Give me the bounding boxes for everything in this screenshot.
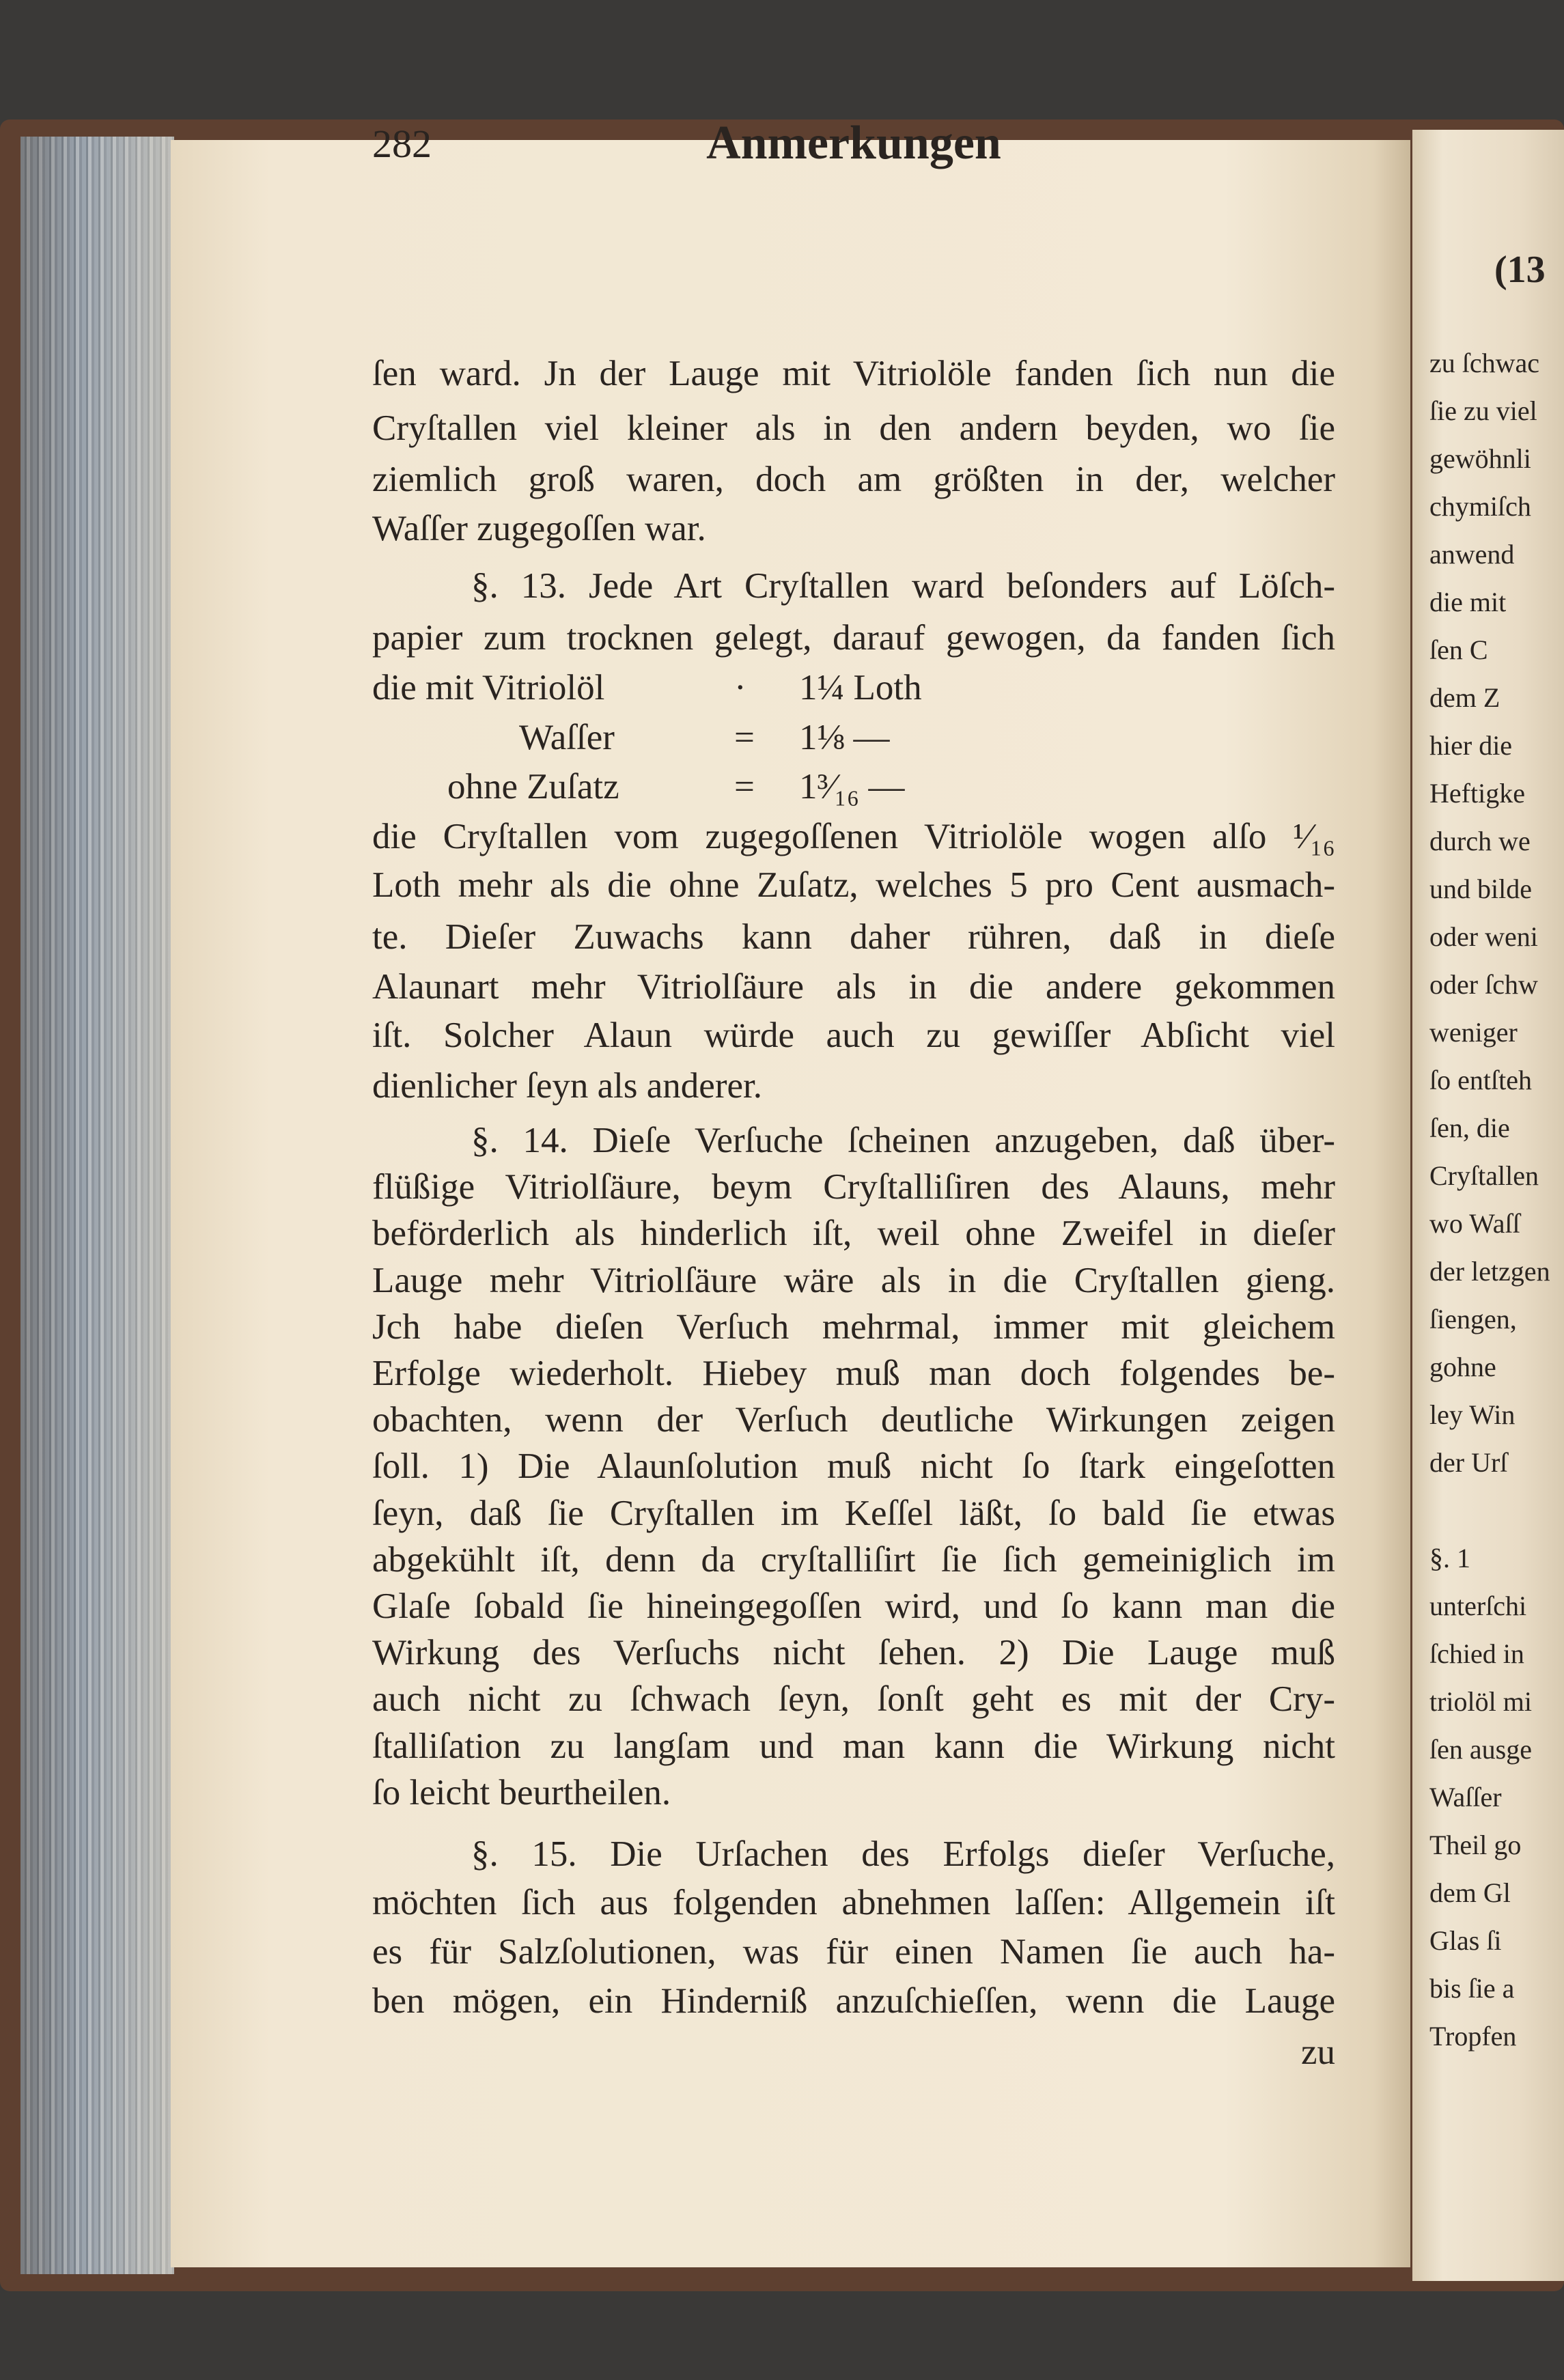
text-line: ſo leicht beurtheilen. [372,1773,671,1812]
table-label: ohne Zuſatz [447,767,619,807]
right-page-line: ſie zu viel [1429,395,1537,426]
right-page-line: Cryſtallen [1429,1160,1539,1191]
right-page-line: dem Z [1429,682,1500,713]
table-value: 1¼ Loth [799,668,922,708]
text-line: ben mögen, ein Hinderniß anzuſchieſſen, wenn die Lauge [372,1981,1335,2021]
right-page-line: unterſchi [1429,1591,1527,1621]
table-value: 1³⁄₁₆ — [799,767,905,807]
right-page-line: und bilde [1429,873,1532,904]
page-edges [20,137,174,2274]
right-page-line: triolöl mi [1429,1686,1532,1717]
page-content [171,0,1540,2380]
right-page-line: oder weni [1429,921,1538,952]
right-page-line: wo Waſſ [1429,1208,1520,1239]
right-page-header: (13 [1494,249,1546,291]
table-mark: = [734,767,755,807]
right-page-line: ley Win [1429,1399,1516,1430]
right-page-line: Waſſer [1429,1782,1502,1812]
section-13-heading-line: §. 13. Jede Art Cryſtallen ward beſonders auf Löſch- [471,566,1335,606]
catchword: zu [1300,2032,1335,2072]
text-line: beförderlich als hinderlich iſt, weil ohne Zweifel in dieſer [372,1214,1335,1253]
text-line: ſoll. 1) Die Alaunſolution muß nicht ſo ſtark eingeſotten [372,1446,1335,1486]
right-page-line: gohne [1429,1352,1496,1382]
text-line: die Cryſtallen vom zugegoſſenen Vitriolöle wogen alſo ¹⁄₁₆ [372,817,1335,856]
right-page-line: gewöhnli [1429,443,1531,474]
text-line: Loth mehr als die ohne Zuſatz, welches 5 pro Cent ausmach- [372,865,1335,905]
text-line: Jch habe dieſen Verſuch mehrmal, immer mit gleichem [372,1307,1335,1347]
running-title: Anmerkungen [706,117,1001,169]
text-line: dienlicher ſeyn als anderer. [372,1066,762,1106]
right-page-line: ſiengen, [1429,1304,1517,1334]
text-line: Alaunart mehr Vitriolſäure als in die andere gekommen [372,967,1335,1007]
text-line: ſeyn, daß ſie Cryſtallen im Keſſel läßt, ſo bald ſie etwas [372,1494,1335,1533]
text-line: Erfolge wiederholt. Hiebey muß man doch folgendes be- [372,1354,1335,1393]
right-page-line: ſo entſteh [1429,1065,1532,1095]
right-page-line: weniger [1429,1017,1518,1048]
right-page-line: ſen C [1429,634,1488,665]
text-line: es für Salzſolutionen, was für einen Namen ſie auch ha- [372,1932,1335,1972]
right-page-line: Heftigke [1429,778,1525,809]
table-label: Waſſer [519,718,615,757]
text-line: obachten, wenn der Verſuch deutliche Wirkungen zeigen [372,1400,1335,1440]
text-line: Waſſer zugegoſſen war. [372,509,706,548]
table-mark: · [734,668,746,708]
right-page-line: ſchied in [1429,1638,1524,1669]
right-page-line: §. 1 [1429,1543,1470,1573]
right-page-line: bis ſie a [1429,1973,1515,2004]
table-mark: = [734,718,755,757]
right-page-line: ſen, die [1429,1112,1510,1143]
text-line: auch nicht zu ſchwach ſeyn, ſonſt geht es mit der Cry- [372,1679,1335,1719]
right-page-line: der Urſ [1429,1447,1508,1478]
text-line: Glaſe ſobald ſie hineingegoſſen wird, und ſo kann man die [372,1586,1335,1626]
text-line: möchten ſich aus folgenden abnehmen laſſen: Allgemein iſt [372,1883,1335,1922]
text-line: ſtalliſation zu langſam und man kann die Wirkung nicht [372,1726,1335,1766]
page-number: 282 [372,122,432,166]
table-label: die mit Vitriolöl [372,668,605,708]
right-page-line: die mit [1429,587,1507,617]
right-page-line: dem Gl [1429,1877,1511,1908]
text-line: Lauge mehr Vitriolſäure wäre als in die Cryſtallen gieng. [372,1261,1335,1300]
section-15-heading-line: §. 15. Die Urſachen des Erfolgs dieſer Verſuche, [471,1834,1335,1874]
right-page-line: anwend [1429,539,1515,570]
right-page-line: der letzgen [1429,1256,1550,1287]
text-line: papier zum trocknen gelegt, darauf gewogen, da fanden ſich [372,618,1335,658]
text-line: iſt. Solcher Alaun würde auch zu gewiſſer Abſicht viel [372,1016,1335,1055]
right-page-line: Glas ſi [1429,1925,1502,1956]
table-value: 1⅛ — [799,718,890,757]
text-line: ſen ward. Jn der Lauge mit Vitriolöle fanden ſich nun die [372,354,1335,393]
right-page-line: hier die [1429,730,1513,761]
right-page-line: Theil go [1429,1830,1522,1860]
text-line: Wirkung des Verſuchs nicht ſehen. 2) Die Lauge muß [372,1633,1335,1672]
text-line: ziemlich groß waren, doch am größten in der, welcher [372,460,1335,499]
text-line: te. Dieſer Zuwachs kann daher rühren, daß in dieſe [372,917,1335,957]
right-page-line: chymiſch [1429,491,1531,522]
section-14-heading-line: §. 14. Dieſe Verſuche ſcheinen anzugeben, daß über- [471,1121,1335,1160]
right-page-line: zu ſchwac [1429,348,1540,378]
text-line: Cryſtallen viel kleiner als in den andern beyden, wo ſie [372,408,1335,448]
right-page-fragment [1412,130,1564,2281]
right-page-line: ſen ausge [1429,1734,1532,1765]
text-line: flüßige Vitriolſäure, beym Cryſtalliſiren des Alauns, mehr [372,1167,1335,1207]
right-page-line: oder ſchw [1429,969,1538,1000]
right-page-line: durch we [1429,826,1531,856]
right-page-line: Tropfen [1429,2021,1517,2052]
text-line: abgekühlt iſt, denn da cryſtalliſirt ſie ſich gemeiniglich im [372,1540,1335,1580]
